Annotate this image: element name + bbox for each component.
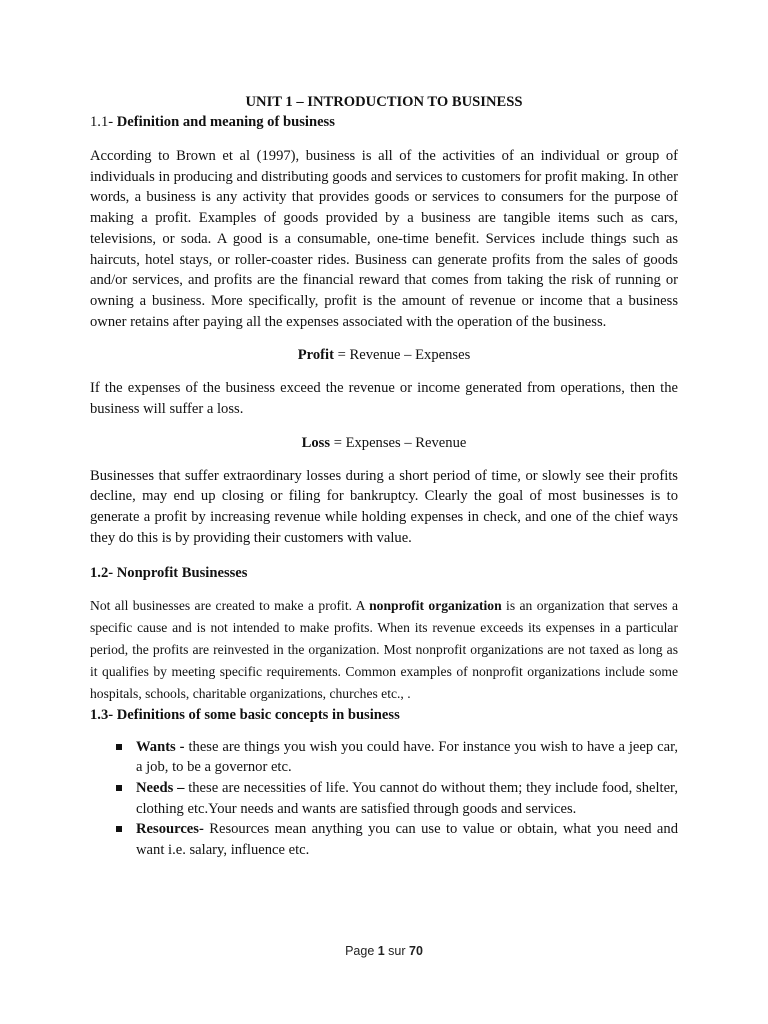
loss-expression: = Expenses – Revenue (330, 434, 467, 451)
loss-term: Loss (301, 434, 331, 451)
concepts-list (90, 737, 678, 861)
profit-formula (90, 345, 678, 365)
nonprofit-text-start: Not all businesses are created to make a profit. A (90, 597, 370, 613)
unit-title: UNIT 1 – INTRODUCTION TO BUSINESS (245, 94, 523, 110)
page-separator: sur (384, 944, 410, 958)
business-definition-paragraph: According to Brown et al (1997), business is all of the activities of an individual or group of individuals in producing and distributing goods and services to customers for profit making. In other words, a business is any activity that provides goods or services to consumers for the purpose of making a profit. Examples of goods provided by a business are tangible items such as cars, televisions, or soda. A good is a consumable, one-time benefit. Services include things such as haircuts, hotel stays, or roller-coaster rides. Business can generate profits from the sales of goods and/or services, and profits are the financial reward that comes from taking the risk of running or owning a business. More specifically, profit is the amount of revenue or income that a business owner retains after paying all the expenses associated with the operation of the business. (90, 148, 678, 330)
page-total: 70 (409, 944, 423, 958)
list-item (90, 778, 678, 819)
profit-term: Profit (297, 347, 334, 364)
profit-expression: = Revenue – Expenses (333, 347, 471, 364)
section-1-1-heading (90, 112, 678, 132)
concept-term: Wants - (136, 738, 185, 755)
loss-formula (90, 433, 678, 453)
nonprofit-paragraph (90, 595, 678, 705)
nonprofit-text-rest: is an organization that serves a specific cause and is not intended to make profits. When its revenue exceeds its expenses in a particular period, the profits are reinvested in the organization. Most nonprofit organizations are not taxed as long as it qualifies by meeting specific requirements. Common examples of nonprofit organizations include some hospitals, schools, charitable organizations, churches etc., . (90, 597, 679, 701)
page-footer (0, 944, 768, 958)
concept-term: Resources- (136, 821, 204, 838)
square-bullet-icon (116, 744, 122, 750)
section-number: 1.1- (90, 114, 114, 130)
list-item (90, 819, 678, 860)
list-item (90, 737, 678, 778)
page-number: 1 (377, 944, 385, 958)
concept-definition: these are things you wish you could have. For instance you wish to have a jeep car, a job, to be a governor etc. (136, 738, 679, 776)
section-title: Definition and meaning of business (116, 114, 335, 130)
concept-term: Needs – (136, 779, 185, 796)
concept-definition: Resources mean anything you can use to value or obtain, what you need and want i.e. salary, influence etc. (136, 821, 678, 859)
concept-definition: these are necessities of life. You cannot do without them; they include food, shelter, clothing etc.Your needs and wants are satisfied through goods and services. (136, 779, 678, 817)
bankruptcy-paragraph: Businesses that suffer extraordinary losses during a short period of time, or slowly see their profits decline, may end up closing or filing for bankruptcy. Clearly the goal of most businesses is to generate a profit by increasing revenue while holding expenses in check, and one of the chief ways they do this is by providing their customers with value. (90, 467, 678, 546)
section-1-2-heading (90, 563, 678, 583)
section-number: 1.2- (90, 564, 114, 581)
loss-paragraph: If the expenses of the business exceed the revenue or income generated from operations, then the business will suffer a loss. (90, 380, 678, 418)
square-bullet-icon (116, 785, 122, 791)
square-bullet-icon (116, 826, 122, 832)
section-title: Definitions of some basic concepts in business (116, 706, 400, 723)
page-label: Page (345, 944, 378, 958)
document-page (90, 92, 678, 861)
nonprofit-term: nonprofit organization (369, 597, 502, 613)
section-title: Nonprofit Businesses (116, 564, 248, 581)
section-1-3-heading (90, 705, 678, 725)
section-number: 1.3- (90, 706, 114, 723)
